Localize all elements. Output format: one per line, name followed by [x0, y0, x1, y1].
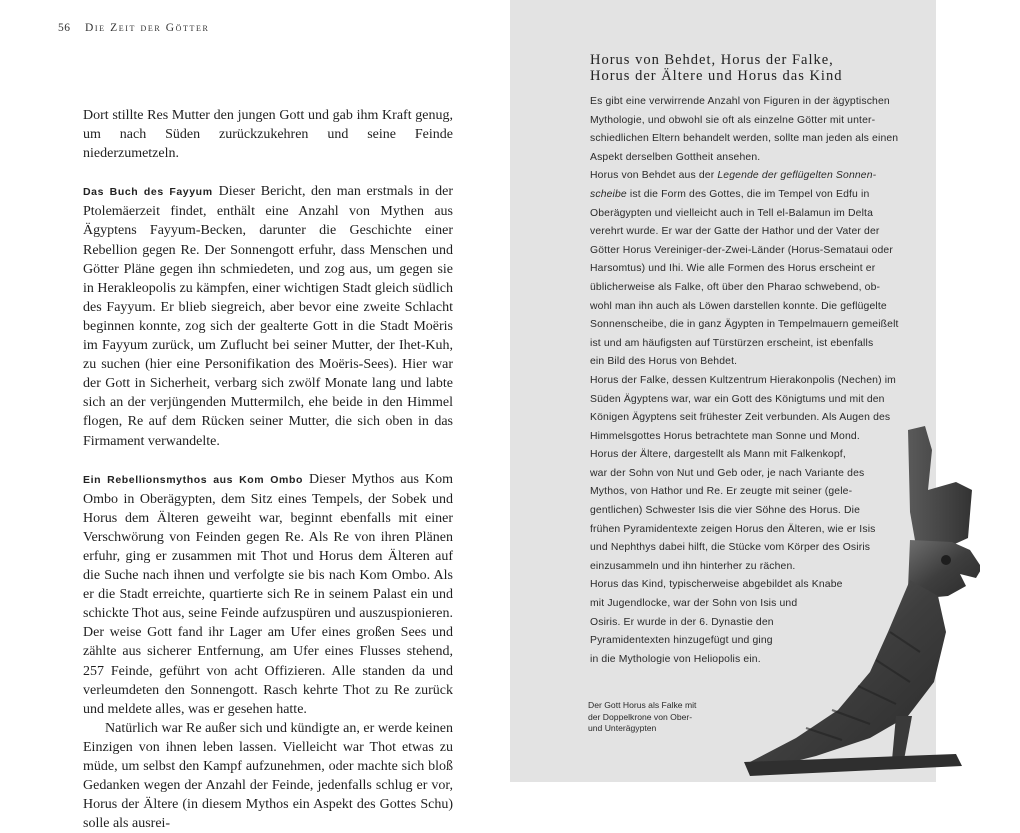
sidebar-line: Aspekt derselben Gottheit ansehen.	[590, 151, 761, 163]
section-kom-ombo	[83, 470, 453, 719]
sidebar-line	[590, 167, 920, 186]
sidebar-line: Götter Horus Vereiniger-der-Zwei-Länder (Horus-Semataui oder	[590, 244, 893, 256]
sidebar-line: Pyramidentexten hinzugefügt und ging	[590, 635, 773, 647]
sidebar-line: Sonnenscheibe, die in ganz Ägypten in Tempelmauern gemeißelt	[590, 319, 899, 331]
sidebar-title-line-1: Horus von Behdet, Horus der Falke,	[590, 52, 834, 68]
sidebar-line: in die Mythologie von Heliopolis ein.	[590, 653, 761, 665]
sidebar-line-part: Horus von Behdet aus der	[590, 170, 718, 182]
section-heading-fayyum: Das Buch des Fayyum	[83, 186, 213, 199]
paragraph-continued: Natürlich war Re außer sich und kündigte an, er werde keinen Einzigen von ihnen leben lassen. Vielleicht war Thot etwas zu müde, um selbst den Kampf aufzunehmen, oder machte sich bloß Gedanken wegen der Anzahl der Feinde, jedenfalls schlug er vor, Horus der Ältere (in diesem Mythos ein Aspekt des Gottes Schu) solle als ausrei-	[83, 720, 453, 832]
sidebar-line: gentlichen) Schwester Isis die vier Söhne des Horus. Die	[590, 505, 861, 517]
falcon-body	[750, 580, 946, 770]
sidebar-line: Es gibt eine verwirrende Anzahl von Figuren in der ägyptischen	[590, 96, 890, 107]
double-crown	[908, 426, 972, 548]
sidebar-title-line-2: Horus der Ältere und Horus das Kind	[590, 68, 843, 84]
paragraph-intro: Dort stillte Res Mutter den jungen Gott und gab ihm Kraft genug, um nach Süden zurückzukehren und seine Feinde niederzumetzeln.	[83, 108, 453, 162]
sidebar-line: verehrt wurde. Er war der Gatte der Hathor und der Vater der	[590, 226, 880, 238]
sidebar-line: ist und am häufigsten auf Türstürzen erscheint, ist ebenfalls	[590, 337, 874, 349]
sidebar-line: mit Jugendlocke, war der Sohn von Isis und	[590, 598, 798, 610]
sidebar-italic-term-end: scheibe	[590, 188, 627, 200]
section-text-fayyum: Dieser Bericht, den man erstmals in der Ptolemäerzeit findet, enthält eine Anzahl von Mythen aus Ägyptens Fayyum-Becken, darunter die Geschichte einer Rebellion gegen Re. Der Sonnengott erfuhr, dass Menschen und Götter Pläne gegen ihn schmiedeten, und zog aus, um gegen sie in Herakleopolis zu kämpfen, einer wichtigen Stadt gleich südlich des Fayyum. Er blieb siegreich, aber bevor eine zweite Schlacht beginnen konnte, zog sich der gealterte Gott in die Stadt Moëris im Fayyum zurück, um Zuflucht bei seiner Mutter, der Ihet-Kuh, zu suchen (hier eine Personifikation des Moëris-Sees). Hier war der Gott in Sicherheit, verbarg sich zwölf Monate lang und labte sich an der verjüngenden Muttermilch, ehe beide in den Himmel flogen, Re auf dem Rücken seiner Mutter, die sich oben in das Firmament verwandelte.	[83, 184, 453, 449]
sidebar-line: Harsomtus) und Ihi. Wie alle Formen des Horus erscheint er	[590, 263, 876, 275]
page-number: 56	[58, 22, 71, 34]
section-heading-kom-ombo: Ein Rebellionsmythos aus Kom Ombo	[83, 473, 303, 486]
main-text	[83, 106, 453, 833]
sidebar-line: Horus der Ältere, dargestellt als Mann mit Falkenkopf,	[590, 449, 846, 461]
section-text-kom-ombo: Dieser Mythos aus Kom Ombo in Oberägypten, dem Sitz eines Tempels, der Sobek und Horus dem Älteren geweiht war, beginnt ebenfalls mit einer Verschwörung von Feinden gegen Re. Als Re von ihren Plänen erfuhr, ging er zusammen mit Thot und Horus dem Älteren auf die Suche nach ihnen und verfolgte sie bis nach Kom Ombo. Als er die Stadt erreichte, quartierte sich Re in seinem Palast ein und schickte Thot aus, seine Feinde aufzuspüren und auszuspionieren. Der weise Gott fand ihr Lager am Ufer eines großen Sees und zählte aus sicherer Entfernung, am Ufer eines Flusses stehend, 257 Feinde, geführt von acht Offizieren. Alle standen da und verleumdeten den Sonnengott. Rasch kehrte Thot zu Re zurück und meldete alles, was er gesehen hatte.	[83, 471, 453, 717]
sidebar-line-part: ist die Form des Gottes, die im Tempel von Edfu in	[629, 188, 870, 200]
sidebar-line: Horus der Falke, dessen Kultzentrum Hierakonpolis (Nechen) im	[590, 374, 896, 386]
figure-caption	[588, 700, 738, 735]
running-title: Die Zeit der Götter	[84, 22, 210, 34]
sidebar-line: Osiris. Er wurde in der 6. Dynastie den	[590, 616, 774, 628]
sidebar-line: Süden Ägyptens war, war ein Gott des Königtums und mit den	[590, 393, 885, 405]
sidebar-line: Mythos, von Hathor und Re. Er zeugte mit seiner (gele-	[590, 486, 853, 498]
sidebar-line: und Nephthys dabei hilft, die Stücke vom Körper des Osiris	[590, 542, 871, 554]
sidebar-line	[590, 186, 920, 205]
sidebar-line: Horus das Kind, typischerweise abgebildet als Knabe	[590, 579, 843, 591]
sidebar-line: ein Bild des Horus von Behdet.	[590, 356, 738, 368]
sidebar-line: Mythologie, und obwohl sie oft als einzelne Götter mit unter-	[590, 114, 876, 126]
sidebar-line: einzusammeln und ihn hinterher zu rächen.	[590, 560, 796, 572]
sidebar-line: schiedlichen Eltern behandelt werden, sollte man jeden als einen	[590, 133, 899, 145]
caption-line-2: der Doppelkrone von Ober-	[588, 711, 693, 722]
running-header	[58, 22, 209, 34]
caption-line-3: und Unterägypten	[588, 723, 657, 734]
sidebar-line: war der Sohn von Nut und Geb oder, je nach Variante des	[590, 467, 865, 479]
sidebar-line: üblicherweise als Falke, oft über den Pharao schwebend, ob-	[590, 281, 881, 293]
sidebar-line: frühen Pyramidentexte zeigen Horus den Älteren, wie er Isis	[590, 523, 876, 535]
horus-falcon-statue-image	[720, 420, 980, 782]
sidebar-title	[590, 52, 920, 84]
sidebar-line: Himmelsgottes Horus betrachtete man Sonne und Mond.	[590, 430, 860, 442]
sidebar-line: Oberägypten und vielleicht auch in Tell el-Balamun im Delta	[590, 207, 874, 219]
section-fayyum	[83, 182, 453, 450]
sidebar-italic-term: Legende der geflügelten Sonnen-	[717, 170, 877, 182]
sidebar-line: wohl man ihn auch als Löwen darstellen konnte. Die geflügelte	[590, 300, 887, 312]
sidebar-line: Königen Ägyptens seit frühester Zeit verbunden. Als Augen des	[590, 412, 891, 424]
caption-line-1: Der Gott Horus als Falke mit	[588, 700, 697, 710]
